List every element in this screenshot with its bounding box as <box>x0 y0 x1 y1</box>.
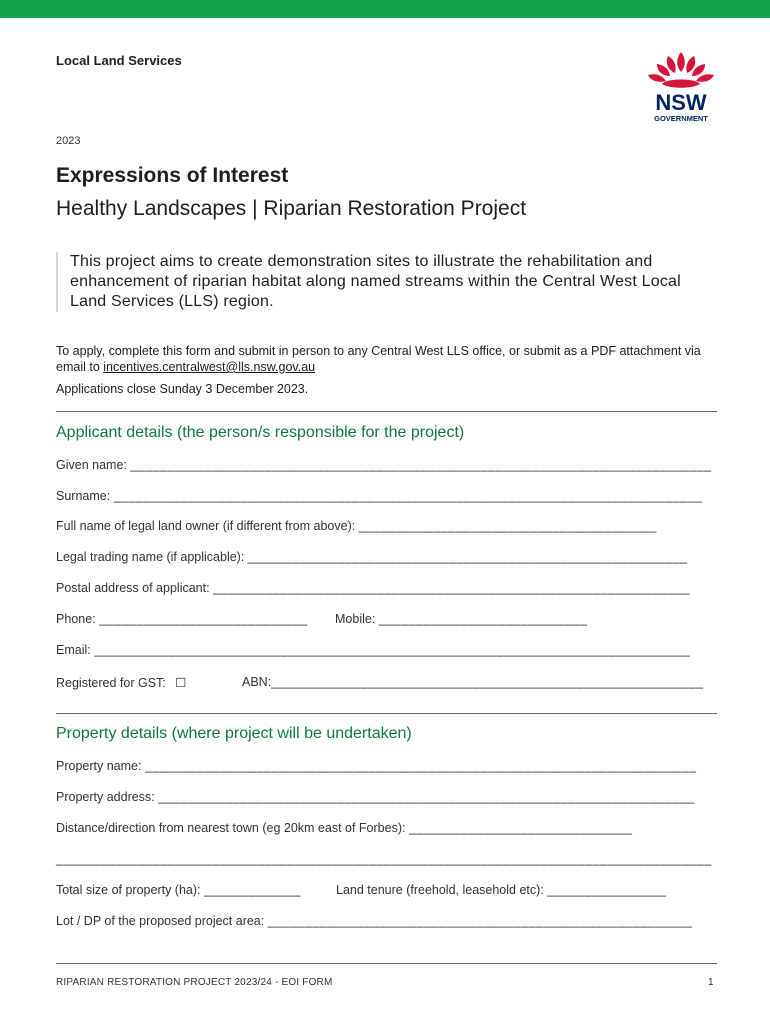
given-name-line[interactable]: ______________________________________________________________________________ <box>130 458 712 472</box>
svg-text:NSW: NSW <box>655 90 707 115</box>
waratah-icon <box>640 48 722 126</box>
email-label: Email: <box>56 643 91 657</box>
mobile-line[interactable]: ____________________________ <box>378 612 588 626</box>
land-owner-label: Full name of legal land owner (if different from above): <box>56 519 356 533</box>
footer-text: RIPARIAN RESTORATION PROJECT 2023/24 - EOI FORM <box>56 977 333 988</box>
postal-address-line[interactable]: ________________________________________________________________ <box>213 581 690 595</box>
property-size-field[interactable] <box>56 883 301 897</box>
distance-line-2[interactable]: ________________________________________________________________________________________ <box>56 852 712 866</box>
gst-label: Registered for GST: <box>56 676 166 690</box>
mobile-field[interactable] <box>335 612 587 626</box>
mobile-label: Mobile: <box>335 612 376 626</box>
postal-address-field[interactable] <box>56 581 690 595</box>
surname-line[interactable]: _______________________________________________________________________________ <box>113 489 703 503</box>
surname-field[interactable] <box>56 489 702 503</box>
email-line[interactable]: ________________________________________________________________________________ <box>94 643 691 657</box>
property-address-label: Property address: <box>56 790 155 804</box>
trading-name-line[interactable]: ___________________________________________________________ <box>247 550 688 564</box>
land-owner-line[interactable]: ________________________________________ <box>358 519 657 533</box>
surname-label: Surname: <box>56 489 111 503</box>
lot-dp-field[interactable] <box>56 914 692 928</box>
phone-field[interactable] <box>56 612 308 626</box>
lot-dp-line[interactable]: _________________________________________________________ <box>267 914 693 928</box>
apply-instructions <box>56 343 716 375</box>
applicant-section-heading: Applicant details (the person/s responsible for the project) <box>56 424 465 441</box>
property-address-field[interactable] <box>56 790 695 804</box>
closing-date: Applications close Sunday 3 December 2023. <box>56 382 309 396</box>
trading-name-field[interactable] <box>56 550 687 564</box>
nsw-government-logo <box>640 48 722 126</box>
postal-address-label: Postal address of applicant: <box>56 581 210 595</box>
distance-label: Distance/direction from nearest town (eg 20km east of Forbes): <box>56 821 406 835</box>
page-title: Expressions of Interest <box>56 164 289 187</box>
distance-continuation[interactable] <box>56 852 712 866</box>
land-tenure-line[interactable]: ________________ <box>547 883 667 897</box>
intro-callout: This project aims to create demonstration sites to illustrate the rehabilitation and enhancement of riparian habitat along named streams within the Central West Local Land Services (LLS) region. <box>56 252 710 312</box>
given-name-field[interactable] <box>56 458 712 472</box>
property-size-line[interactable]: _____________ <box>204 883 301 897</box>
document-year: 2023 <box>56 135 81 147</box>
land-tenure-field[interactable] <box>336 883 667 897</box>
property-size-label: Total size of property (ha): <box>56 883 201 897</box>
distance-line[interactable]: ______________________________ <box>408 821 633 835</box>
abn-label: ABN: <box>242 675 272 689</box>
abn-field[interactable] <box>242 675 703 689</box>
email-field[interactable] <box>56 643 690 657</box>
apply-text: To apply, complete this form and submit in person to any Central West LLS office, or submit as a PDF attachment via email to <box>56 344 701 374</box>
gst-field <box>56 675 186 690</box>
trading-name-label: Legal trading name (if applicable): <box>56 550 245 564</box>
property-name-label: Property name: <box>56 759 142 773</box>
organization-name: Local Land Services <box>56 53 182 68</box>
email-link[interactable]: incentives.centralwest@lls.nsw.gov.au <box>103 360 316 374</box>
phone-line[interactable]: ____________________________ <box>99 612 308 626</box>
gst-checkbox[interactable]: ☐ <box>175 676 187 690</box>
given-name-label: Given name: <box>56 458 127 472</box>
svg-text:GOVERNMENT: GOVERNMENT <box>654 114 708 123</box>
top-accent-bar <box>0 0 770 18</box>
section-divider <box>56 411 717 412</box>
land-tenure-label: Land tenure (freehold, leasehold etc): <box>336 883 544 897</box>
property-address-line[interactable]: ________________________________________________________________________ <box>158 790 695 804</box>
lot-dp-label: Lot / DP of the proposed project area: <box>56 914 265 928</box>
property-section-heading: Property details (where project will be undertaken) <box>56 725 412 742</box>
section-divider <box>56 713 717 714</box>
property-name-line[interactable]: __________________________________________________________________________ <box>144 759 697 773</box>
distance-field[interactable] <box>56 821 633 835</box>
land-owner-field[interactable] <box>56 519 657 533</box>
footer-divider <box>56 963 717 964</box>
property-name-field[interactable] <box>56 759 696 773</box>
abn-line[interactable]: __________________________________________________________ <box>271 675 704 689</box>
phone-label: Phone: <box>56 612 96 626</box>
page-subtitle: Healthy Landscapes | Riparian Restoration Project <box>56 197 527 220</box>
page-number: 1 <box>708 977 714 988</box>
